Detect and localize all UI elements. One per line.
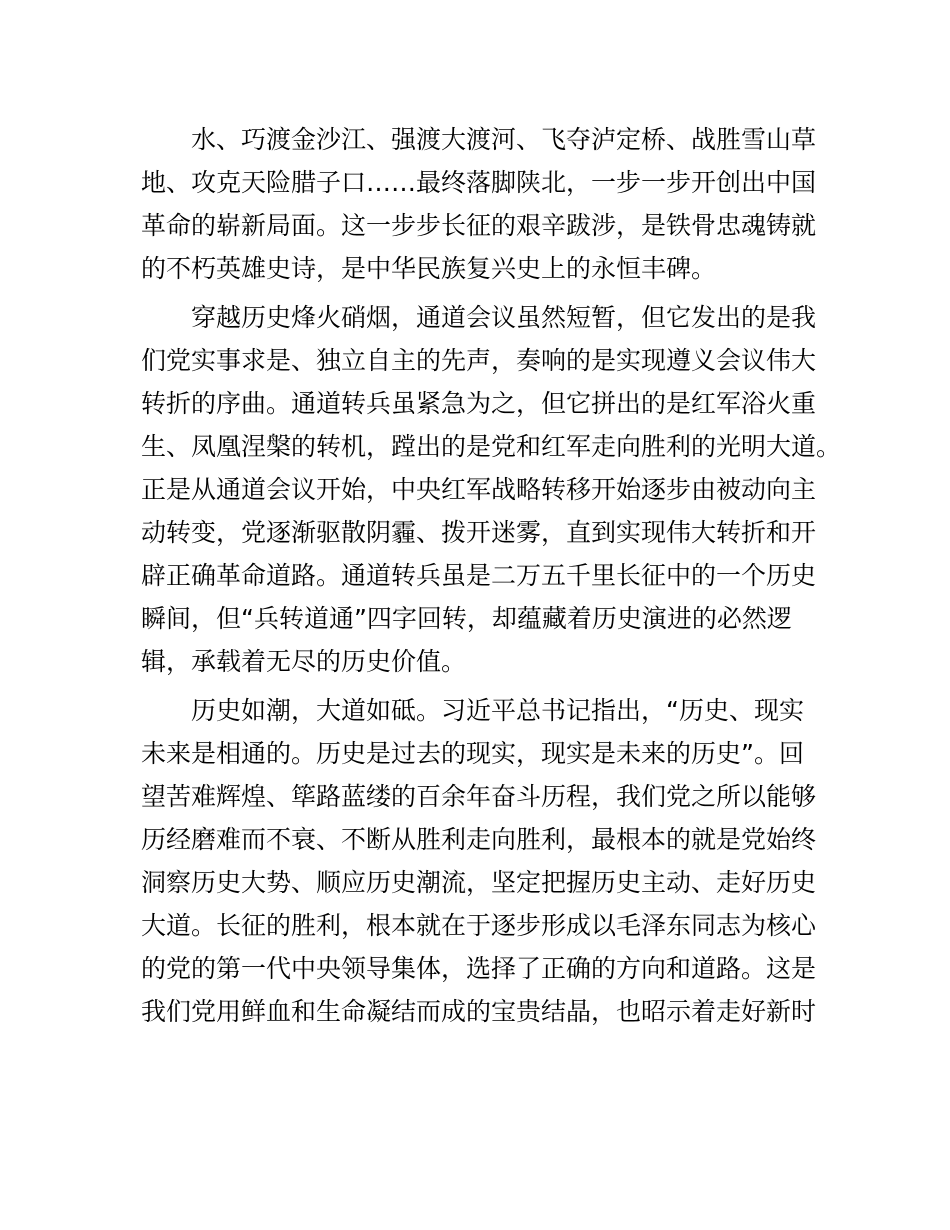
- text-line: 望苦难辉煌、筚路蓝缕的百余年奋斗历程，我们党之所以能够: [141, 782, 817, 811]
- text-line: 穿越历史烽火硝烟，通道会议虽然短暂，但它发出的是我: [191, 303, 817, 332]
- text-line: 革命的崭新局面。这一步步长征的艰辛跋涉，是铁骨忠魂铸就: [141, 211, 817, 240]
- text-line: 的不朽英雄史诗，是中华民族复兴史上的永恒丰碑。: [141, 254, 717, 283]
- text-line: 生、凤凰涅槃的转机，蹚出的是党和红军走向胜利的光明大道。: [141, 432, 842, 461]
- paragraph-2: [141, 296, 842, 683]
- text-line: 历经磨难而不衰、不断从胜利走向胜利，最根本的就是党始终: [141, 825, 817, 854]
- text-line: 动转变，党逐渐驱散阴霾、拨开迷雾，直到实现伟大转折和开: [141, 518, 817, 547]
- text-line: 们党实事求是、独立自主的先声，奏响的是实现遵义会议伟大: [141, 346, 817, 375]
- text-line: 未来是相通的。历史是过去的现实，现实是未来的历史”。回: [141, 739, 804, 768]
- text-line: 大道。长征的胜利，根本就在于逐步形成以毛泽东同志为核心: [141, 911, 817, 940]
- text-line: 转折的序曲。通道转兵虽紧急为之，但它拼出的是红军浴火重: [141, 389, 817, 418]
- text-line: 洞察历史大势、顺应历史潮流，坚定把握历史主动、走好历史: [141, 868, 817, 897]
- paragraph-3: [141, 689, 831, 1033]
- text-line: 水、巧渡金沙江、强渡大渡河、飞夺泸定桥、战胜雪山草: [191, 125, 817, 154]
- text-line: 地、攻克天险腊子口……最终落脚陕北，一步一步开创出中国: [141, 168, 817, 197]
- text-line: 的党的第一代中央领导集体，选择了正确的方向和道路。这是: [141, 954, 817, 983]
- text-line: 正是从通道会议开始，中央红军战略转移开始逐步由被动向主: [141, 475, 817, 504]
- text-line: 我们党用鲜血和生命凝结而成的宝贵结晶，也昭示着走好新时: [141, 997, 817, 1026]
- text-line: 辑，承载着无尽的历史价值。: [141, 647, 467, 676]
- body-text: [141, 118, 842, 1039]
- text-line: 辟正确革命道路。通道转兵虽是二万五千里长征中的一个历史: [141, 561, 817, 590]
- paragraph-1: [141, 118, 831, 290]
- text-line: 历史如潮，大道如砥。习近平总书记指出，“历史、现实: [191, 696, 804, 725]
- text-line: 瞬间，但“兵转道通”四字回转，却蕴藏着历史演进的必然逻: [141, 604, 792, 633]
